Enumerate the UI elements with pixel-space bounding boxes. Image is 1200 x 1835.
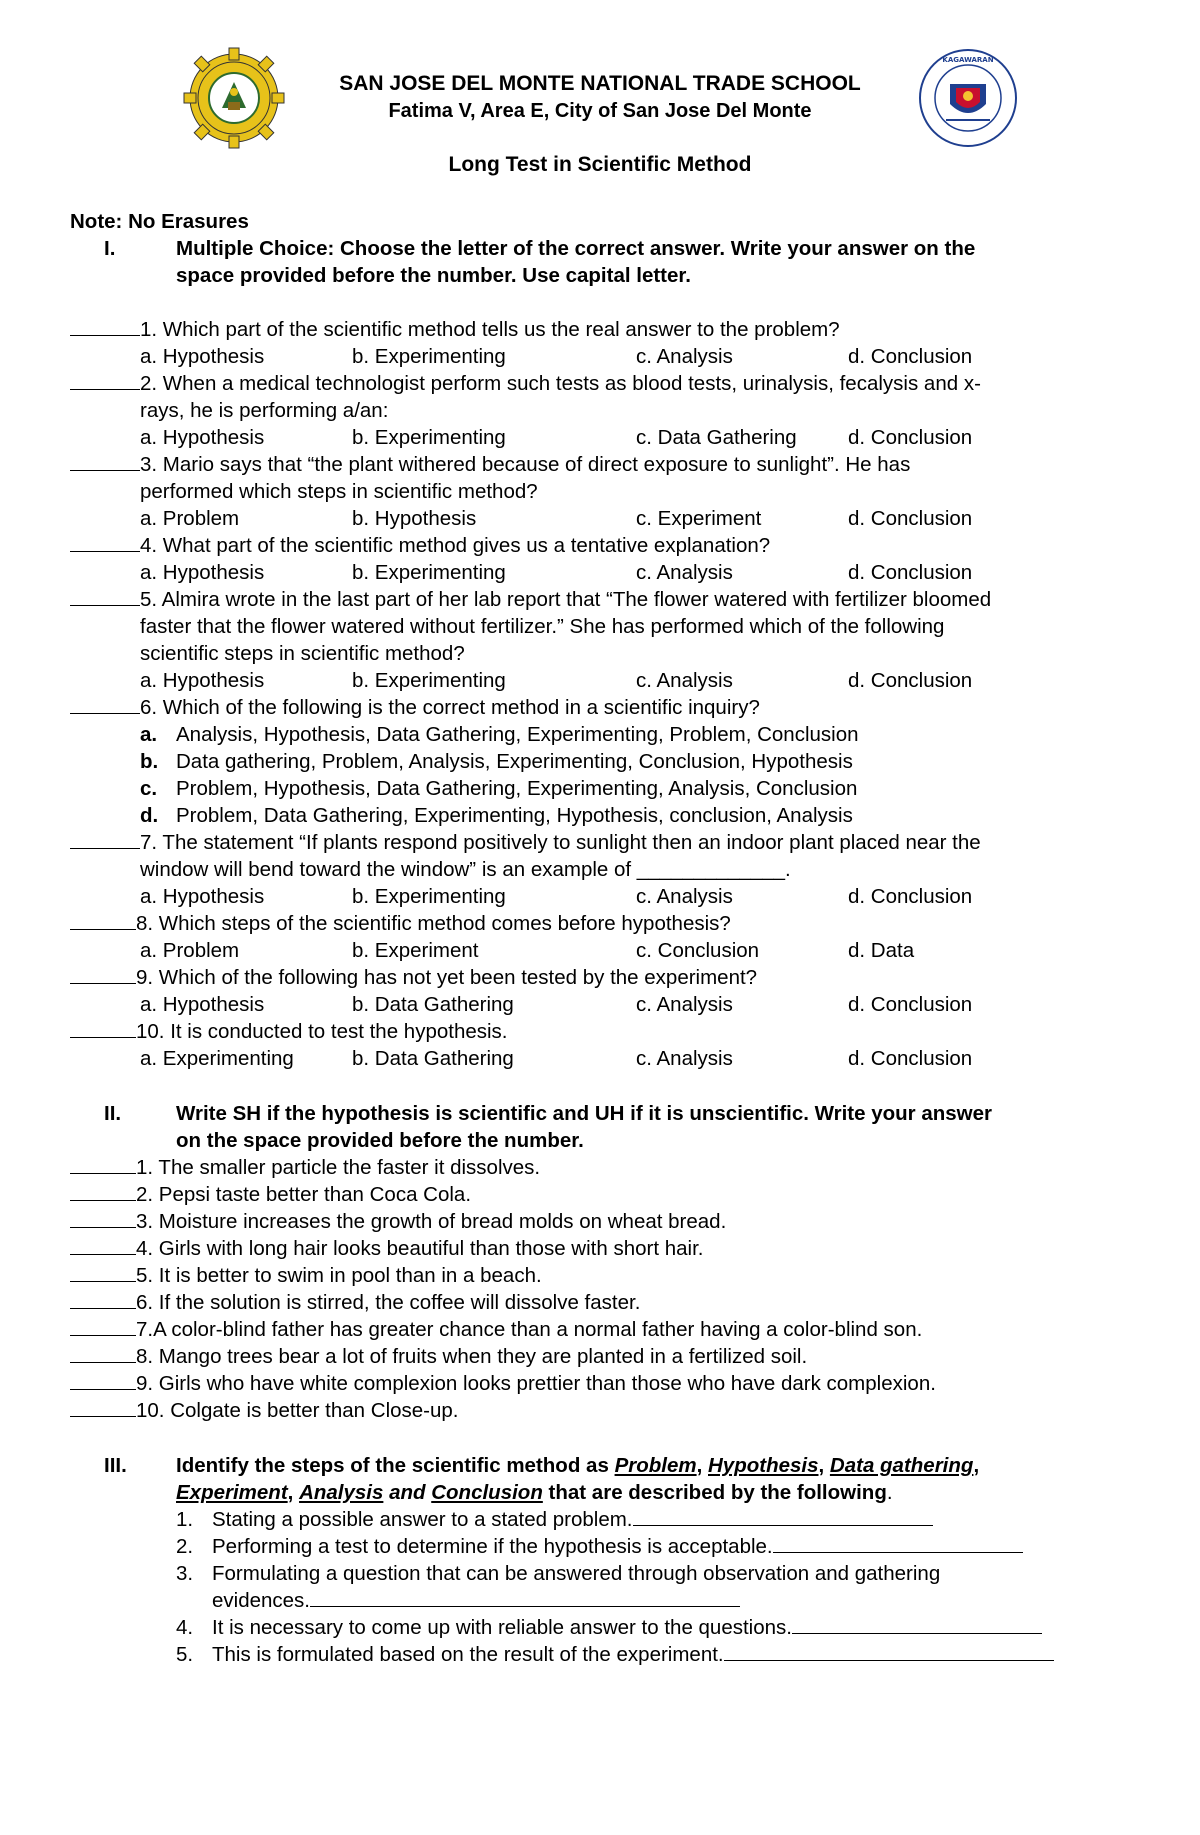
list-letter: d.	[140, 804, 159, 827]
answer-blank[interactable]	[633, 1507, 933, 1526]
question-7-cont: window will bend toward the window” is an example of _____________.	[140, 858, 791, 881]
school-address: Fatima V, Area E, City of San Jose Del Monte	[388, 100, 812, 122]
term-experiment: Experiment	[176, 1481, 288, 1504]
answer-blank[interactable]	[70, 371, 140, 390]
option-a: a. Problem	[140, 939, 240, 962]
item-text: 2. Pepsi taste better than Coca Cola.	[136, 1183, 472, 1206]
answer-blank[interactable]	[310, 1588, 740, 1607]
option-b: b. Experimenting	[352, 345, 506, 368]
question-text: When a medical technologist perform such tests as blood tests, urinalysis, fecalysis and x-	[157, 372, 981, 395]
option-d: d. Conclusion	[848, 1047, 973, 1070]
list-letter: a.	[140, 723, 158, 746]
answer-blank[interactable]	[70, 317, 140, 336]
question-6	[70, 694, 760, 721]
answer-blank[interactable]	[70, 1263, 136, 1282]
separator: ,	[287, 1481, 300, 1504]
question-text: Which steps of the scientific method comes before hypothesis?	[153, 912, 731, 935]
option-d: d. Conclusion	[848, 669, 973, 692]
item-text: 6. If the solution is stirred, the coffee will dissolve faster.	[136, 1291, 641, 1314]
option-b: b. Data Gathering	[352, 993, 514, 1016]
question-5	[70, 586, 991, 613]
term-problem: Problem	[614, 1454, 697, 1477]
separator: ,	[973, 1454, 980, 1477]
term-conclusion: Conclusion	[431, 1481, 543, 1504]
part-3-instruction-line1	[176, 1452, 979, 1479]
option-a: a. Hypothesis	[140, 993, 265, 1016]
option-c: c. Analysis	[636, 669, 733, 692]
separator: ,	[818, 1454, 830, 1477]
item-text: 8. Mango trees bear a lot of fruits when they are planted in a fertilized soil.	[136, 1345, 808, 1368]
list-option-text: Analysis, Hypothesis, Data Gathering, Experimenting, Problem, Conclusion	[176, 723, 859, 746]
answer-blank[interactable]	[70, 830, 140, 849]
sh-item-7	[70, 1316, 922, 1343]
item-text: This is formulated based on the result of the experiment.	[212, 1643, 724, 1666]
instruction-text: that are described by the following	[542, 1481, 887, 1504]
option-a: a. Experimenting	[140, 1047, 294, 1070]
question-1	[70, 316, 840, 343]
answer-blank[interactable]	[70, 1371, 136, 1390]
question-number: 5.	[140, 588, 158, 611]
separator: and	[383, 1481, 432, 1504]
identify-item-3: Formulating a question that can be answered through observation and gathering	[212, 1562, 941, 1585]
option-b: b. Experimenting	[352, 669, 506, 692]
question-9	[70, 964, 757, 991]
question-7	[70, 829, 981, 856]
question-5-cont2: scientific steps in scientific method?	[140, 642, 465, 665]
question-text: The statement “If plants respond positively to sunlight then an indoor plant placed near the	[157, 831, 981, 854]
part-2-instruction-line2: on the space provided before the number.	[176, 1129, 584, 1152]
answer-blank[interactable]	[70, 911, 136, 930]
sh-item-5	[70, 1262, 542, 1289]
option-a: a. Hypothesis	[140, 426, 265, 449]
list-letter: c.	[140, 777, 158, 800]
separator: ,	[696, 1454, 708, 1477]
instruction-end: .	[886, 1481, 893, 1504]
question-number: 3.	[140, 453, 158, 476]
identify-item-5	[212, 1641, 1054, 1668]
question-number: 6.	[140, 696, 158, 719]
option-d: d. Conclusion	[848, 993, 973, 1016]
sh-item-10	[70, 1397, 459, 1424]
list-letter: b.	[140, 750, 159, 773]
part-2-instruction-line1: Write SH if the hypothesis is scientific and UH if it is unscientific. Write your answer	[176, 1102, 992, 1125]
question-text: Which of the following has not yet been tested by the experiment?	[153, 966, 758, 989]
identify-item-2	[212, 1533, 1023, 1560]
option-d: d. Conclusion	[848, 885, 973, 908]
option-c: c. Analysis	[636, 993, 733, 1016]
identify-item-3-cont	[212, 1587, 740, 1614]
question-number: 2.	[140, 372, 158, 395]
school-name: SAN JOSE DEL MONTE NATIONAL TRADE SCHOOL	[339, 72, 861, 95]
sh-item-1	[70, 1154, 540, 1181]
option-b: b. Experimenting	[352, 426, 506, 449]
item-text: 10. Colgate is better than Close-up.	[136, 1399, 459, 1422]
part-3-instruction-line2	[176, 1479, 893, 1506]
answer-blank[interactable]	[70, 452, 140, 471]
option-b: b. Experiment	[352, 939, 479, 962]
identify-number: 1.	[176, 1508, 194, 1531]
question-8	[70, 910, 731, 937]
answer-blank[interactable]	[70, 587, 140, 606]
item-text: 3. Moisture increases the growth of bread molds on wheat bread.	[136, 1210, 727, 1233]
sh-item-6	[70, 1289, 640, 1316]
term-hypothesis: Hypothesis	[708, 1454, 819, 1477]
question-number: 4.	[140, 534, 158, 557]
answer-blank[interactable]	[70, 1019, 136, 1038]
option-c: c. Analysis	[636, 561, 733, 584]
sh-item-8	[70, 1343, 807, 1370]
answer-blank[interactable]	[70, 1155, 136, 1174]
answer-blank[interactable]	[70, 1236, 136, 1255]
question-text: It is conducted to test the hypothesis.	[164, 1020, 508, 1043]
answer-blank[interactable]	[70, 1290, 136, 1309]
question-2-cont: rays, he is performing a/an:	[140, 399, 389, 422]
item-text: 7.A color-blind father has greater chance than a normal father having a color-blind son.	[136, 1318, 923, 1341]
option-a: a. Hypothesis	[140, 885, 265, 908]
answer-blank[interactable]	[70, 1182, 136, 1201]
part-1-instruction-line1: Multiple Choice: Choose the letter of the correct answer. Write your answer on the	[176, 237, 976, 260]
list-option-text: Data gathering, Problem, Analysis, Experimenting, Conclusion, Hypothesis	[176, 750, 853, 773]
question-3	[70, 451, 910, 478]
answer-blank[interactable]	[724, 1642, 1054, 1661]
answer-blank[interactable]	[70, 1398, 136, 1417]
question-4	[70, 532, 770, 559]
option-a: a. Hypothesis	[140, 345, 265, 368]
question-text: Which part of the scientific method tells us the real answer to the problem?	[157, 318, 840, 341]
question-text: What part of the scientific method gives us a tentative explanation?	[157, 534, 771, 557]
question-10	[70, 1018, 508, 1045]
option-b: b. Experimenting	[352, 561, 506, 584]
option-c: c. Analysis	[636, 345, 733, 368]
note-line: Note: No Erasures	[70, 210, 249, 233]
option-d: d. Conclusion	[848, 561, 973, 584]
question-text: Mario says that “the plant withered because of direct exposure to sunlight”. He has	[157, 453, 911, 476]
option-d: d. Conclusion	[848, 426, 973, 449]
item-text: evidences.	[212, 1589, 311, 1612]
option-b: b. Hypothesis	[352, 507, 477, 530]
option-c: c. Analysis	[636, 885, 733, 908]
part-2-numeral: II.	[104, 1102, 122, 1125]
part-1-instruction-line2: space provided before the number. Use capital letter.	[176, 264, 691, 287]
option-c: c. Conclusion	[636, 939, 760, 962]
question-number: 9.	[136, 966, 154, 989]
term-analysis: Analysis	[299, 1481, 384, 1504]
option-c: c. Data Gathering	[636, 426, 797, 449]
part-3-numeral: III.	[104, 1454, 127, 1477]
item-text: 4. Girls with long hair looks beautiful than those with short hair.	[136, 1237, 704, 1260]
question-2	[70, 370, 981, 397]
identify-number: 3.	[176, 1562, 194, 1585]
list-option-text: Problem, Data Gathering, Experimenting, Hypothesis, conclusion, Analysis	[176, 804, 853, 827]
identify-number: 5.	[176, 1643, 194, 1666]
answer-blank[interactable]	[773, 1534, 1023, 1553]
option-b: b. Experimenting	[352, 885, 506, 908]
option-a: a. Hypothesis	[140, 669, 265, 692]
option-c: c. Analysis	[636, 1047, 733, 1070]
answer-blank[interactable]	[792, 1615, 1042, 1634]
question-3-cont: performed which steps in scientific method?	[140, 480, 538, 503]
identify-item-4	[212, 1614, 1042, 1641]
item-text: It is necessary to come up with reliable answer to the questions.	[212, 1616, 792, 1639]
sh-item-9	[70, 1370, 936, 1397]
answer-blank[interactable]	[70, 1317, 136, 1336]
item-text: 5. It is better to swim in pool than in a beach.	[136, 1264, 542, 1287]
question-5-cont: faster that the flower watered without fertilizer.” She has performed which of the following	[140, 615, 945, 638]
identify-number: 4.	[176, 1616, 194, 1639]
test-title: Long Test in Scientific Method	[448, 153, 752, 176]
question-text: Which of the following is the correct method in a scientific inquiry?	[157, 696, 760, 719]
answer-blank[interactable]	[70, 1344, 136, 1363]
answer-blank[interactable]	[70, 533, 140, 552]
deped-seal-logo	[916, 46, 1020, 150]
question-number: 10.	[136, 1020, 165, 1043]
sh-item-4	[70, 1235, 703, 1262]
option-a: a. Problem	[140, 507, 240, 530]
option-d: d. Conclusion	[848, 507, 973, 530]
identify-item-1	[212, 1506, 933, 1533]
term-data-gathering: Data gathering	[829, 1454, 974, 1477]
item-text: Stating a possible answer to a stated problem.	[212, 1508, 633, 1531]
item-text: 1. The smaller particle the faster it dissolves.	[136, 1156, 541, 1179]
identify-number: 2.	[176, 1535, 194, 1558]
question-number: 7.	[140, 831, 158, 854]
question-number: 8.	[136, 912, 154, 935]
option-b: b. Data Gathering	[352, 1047, 514, 1070]
part-1-numeral: I.	[104, 237, 116, 260]
option-d: d. Data	[848, 939, 915, 962]
instruction-text: Identify the steps of the scientific method as	[176, 1454, 615, 1477]
sh-item-3	[70, 1208, 726, 1235]
svg-text:KAGAWARAN: KAGAWARAN	[942, 56, 994, 64]
option-c: c. Experiment	[636, 507, 762, 530]
option-d: d. Conclusion	[848, 345, 973, 368]
answer-blank[interactable]	[70, 965, 136, 984]
answer-blank[interactable]	[70, 695, 140, 714]
question-text: Almira wrote in the last part of her lab report that “The flower watered with fertilizer bloomed	[157, 588, 992, 611]
question-number: 1.	[140, 318, 158, 341]
school-seal-logo	[182, 46, 286, 150]
item-text: Performing a test to determine if the hypothesis is acceptable.	[212, 1535, 773, 1558]
item-text: 9. Girls who have white complexion looks prettier than those who have dark complexion.	[136, 1372, 936, 1395]
option-a: a. Hypothesis	[140, 561, 265, 584]
sh-item-2	[70, 1181, 471, 1208]
list-option-text: Problem, Hypothesis, Data Gathering, Experimenting, Analysis, Conclusion	[176, 777, 858, 800]
answer-blank[interactable]	[70, 1209, 136, 1228]
